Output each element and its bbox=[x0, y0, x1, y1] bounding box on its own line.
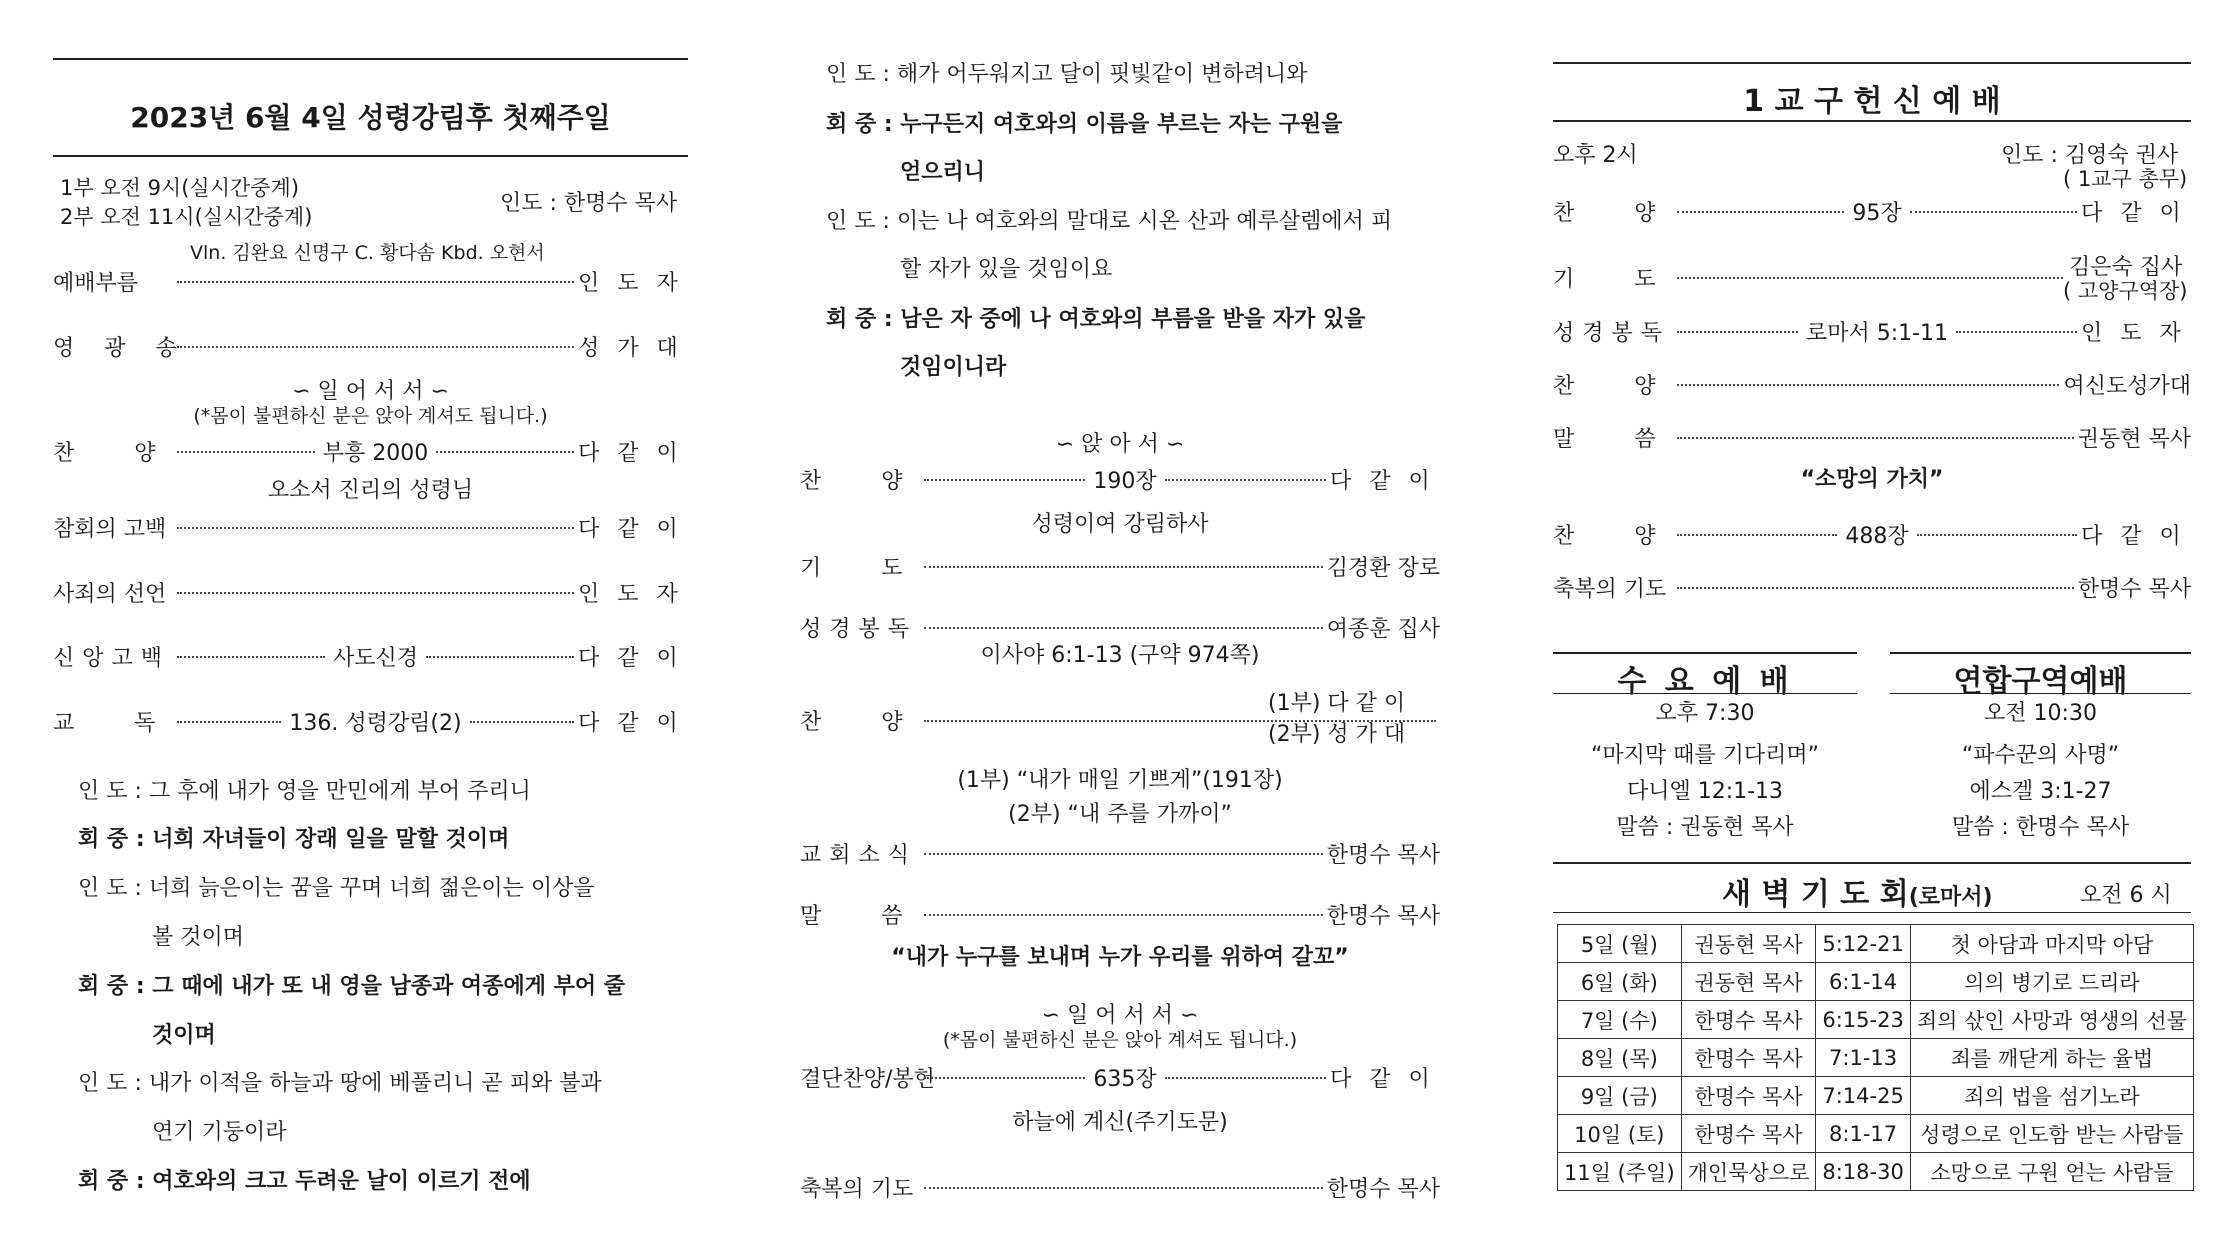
reading-line bbox=[78, 1164, 531, 1195]
speaker: 인 도 : bbox=[826, 62, 890, 87]
order-row-hymn-95 bbox=[1553, 196, 2199, 227]
reading-line bbox=[78, 969, 625, 1000]
choir-who-1: (1부) 다 같 이 bbox=[1268, 691, 1406, 716]
dawn-topic: 죄의 법을 섬기노라 bbox=[1910, 1077, 2193, 1115]
wednesday-sermon: “마지막 때를 기다리며” bbox=[1590, 743, 1820, 768]
order-row-responsive-reading bbox=[53, 706, 696, 737]
reading-line: 연기 기둥이라 bbox=[152, 1120, 287, 1145]
page-title: 2023년 6월 4일 성령강림후 첫째주일 bbox=[130, 101, 611, 134]
reading-line bbox=[826, 107, 1342, 138]
dawn-book: (로마서) bbox=[1908, 885, 1993, 910]
order-who: 인도자 bbox=[2081, 321, 2199, 346]
reading-text: 그 때에 내가 또 내 영을 남종과 여종에게 부어 줄 bbox=[152, 974, 626, 999]
order-row-sermon bbox=[1553, 422, 2191, 453]
order-row-prayer bbox=[800, 551, 1440, 582]
union-service-title: 연합구역예배 bbox=[1953, 664, 2128, 699]
order-row-doxology bbox=[53, 331, 696, 362]
order-who: 권동현 목사 bbox=[2077, 427, 2191, 452]
order-mid: 부흥 2000 bbox=[322, 441, 429, 466]
order-who: 한명수 목사 bbox=[1326, 904, 1440, 929]
stand-instruction: ∽ 일 어 서 서 ∽ bbox=[292, 379, 449, 404]
order-label: 사죄의 선언 bbox=[53, 582, 167, 607]
dedication-time: 오후 2시 bbox=[1553, 143, 1638, 168]
table-row bbox=[1558, 1115, 2194, 1153]
stand-note: (*몸이 불편하신 분은 앉아 계셔도 됩니다.) bbox=[193, 405, 548, 427]
dawn-date: 7일 (수) bbox=[1558, 1001, 1682, 1039]
sermon-title: “소망의 가치” bbox=[1800, 467, 1944, 492]
reading-line bbox=[78, 1066, 602, 1097]
order-label: 신앙고백 bbox=[53, 646, 171, 671]
order-who: 다같이 bbox=[578, 441, 696, 466]
order-who: 인도자 bbox=[578, 582, 696, 607]
wed-title-rule bbox=[1553, 693, 1857, 694]
reading-text: 내가 이적을 하늘과 땅에 베풀리니 곧 피와 불과 bbox=[148, 1071, 602, 1096]
dawn-title-text: 새 벽 기 도 회 bbox=[1722, 877, 1909, 912]
service-time-1: 1부 오전 9시(실시간중계) bbox=[60, 176, 300, 200]
order-label: 찬양 bbox=[800, 710, 963, 735]
order-label: 말씀 bbox=[800, 904, 963, 929]
order-label: 찬양 bbox=[53, 441, 216, 466]
prayer-leader-role: ( 고양구역장) bbox=[2063, 279, 2188, 303]
reading-line bbox=[78, 871, 595, 902]
order-row-absolution bbox=[53, 577, 696, 608]
order-who: 다같이 bbox=[1330, 1067, 1448, 1092]
dawn-preacher: 권동현 목사 bbox=[1681, 925, 1816, 963]
prayer-leader: 김은숙 집사 bbox=[2069, 255, 2183, 280]
order-mid: 95장 bbox=[1852, 201, 1902, 226]
dawn-topic: 죄의 삯인 사망과 영생의 선물 bbox=[1910, 1001, 2193, 1039]
order-mid: 136. 성령강림(2) bbox=[289, 711, 462, 736]
order-label: 찬양 bbox=[800, 469, 963, 494]
speaker: 회 중 : bbox=[826, 112, 893, 137]
wednesday-reference: 다니엘 12:1-13 bbox=[1626, 779, 1784, 804]
order-who: 여신도성가대 bbox=[2063, 374, 2191, 399]
dawn-title-rule bbox=[1553, 912, 2191, 913]
order-label: 찬양 bbox=[1553, 374, 1716, 399]
order-mid: 로마서 5:1-11 bbox=[1805, 321, 1949, 346]
choir-who-2: (2부) 성 가 대 bbox=[1268, 722, 1406, 747]
wed-top-rule bbox=[1553, 652, 1857, 654]
reading-text: 그 후에 내가 영을 만민에게 부어 주리니 bbox=[148, 779, 531, 804]
union-reference: 에스겔 3:1-27 bbox=[1969, 779, 2112, 804]
order-row-hymn bbox=[53, 436, 696, 467]
title-rule bbox=[53, 155, 688, 157]
dawn-preacher: 개인묵상으로 bbox=[1681, 1153, 1816, 1191]
order-row-praise bbox=[1553, 369, 2191, 400]
dawn-passage: 7:1-13 bbox=[1816, 1039, 1910, 1077]
reading-text: 누구든지 여호와의 이름을 부르는 자는 구원을 bbox=[900, 112, 1343, 137]
scripture-reference: 이사야 6:1-13 (구약 974쪽) bbox=[980, 643, 1260, 668]
order-mid: 사도신경 bbox=[333, 646, 419, 671]
order-row-hymn-190 bbox=[800, 464, 1448, 495]
dawn-topic: 의의 병기로 드리라 bbox=[1910, 963, 2193, 1001]
reading-text: 이는 나 여호와의 말대로 시온 산과 예루살렘에서 피 bbox=[896, 209, 1393, 234]
dawn-preacher: 한명수 목사 bbox=[1681, 1039, 1816, 1077]
hymn-title: 성령이여 강림하사 bbox=[1031, 512, 1209, 537]
hymn-title: 오소서 진리의 성령님 bbox=[267, 478, 474, 503]
wednesday-preacher: 말씀 : 권동현 목사 bbox=[1616, 815, 1794, 840]
reading-line: 할 자가 있을 것임이요 bbox=[900, 257, 1113, 282]
dawn-passage: 6:1-14 bbox=[1816, 963, 1910, 1001]
reading-line bbox=[826, 57, 1307, 88]
reading-line: 얻으리니 bbox=[900, 160, 986, 185]
reading-text: 여호와의 크고 두려운 날이 이르기 전에 bbox=[152, 1169, 531, 1194]
reading-text: 남은 자 중에 나 여호와의 부름을 받을 자가 있을 bbox=[900, 307, 1366, 332]
speaker: 회 중 : bbox=[78, 1169, 145, 1194]
reading-text: 너희 자녀들이 장래 일을 말할 것이며 bbox=[152, 827, 510, 852]
union-preacher: 말씀 : 한명수 목사 bbox=[1951, 815, 2130, 840]
order-who: 다같이 bbox=[578, 711, 696, 736]
order-who: 성가대 bbox=[578, 336, 696, 361]
service-leader: 인도 : 한명수 목사 bbox=[500, 191, 678, 216]
dawn-passage: 6:15-23 bbox=[1816, 1001, 1910, 1039]
union-title-rule bbox=[1890, 693, 2191, 694]
reading-line: 것이며 bbox=[152, 1023, 216, 1048]
order-label: 교독 bbox=[53, 711, 216, 736]
dawn-preacher: 권동현 목사 bbox=[1681, 963, 1816, 1001]
reading-line bbox=[78, 774, 531, 805]
order-row-benediction bbox=[1553, 572, 2191, 603]
union-time: 오전 10:30 bbox=[1984, 701, 2097, 726]
dawn-passage: 5:12-21 bbox=[1816, 925, 1910, 963]
table-row bbox=[1558, 1077, 2194, 1115]
dawn-date: 5일 (월) bbox=[1558, 925, 1682, 963]
closing-title: 하늘에 계신(주기도문) bbox=[1012, 1110, 1228, 1135]
choir-song-1: (1부) “내가 매일 기쁘게”(191장) bbox=[957, 768, 1283, 793]
service-time-2: 2부 오전 11시(실시간중계) bbox=[60, 205, 313, 229]
union-top-rule bbox=[1890, 652, 2191, 654]
dawn-date: 9일 (금) bbox=[1558, 1077, 1682, 1115]
order-label: 기도 bbox=[1553, 267, 1716, 292]
dedication-leader: 인도 : 김영숙 권사 bbox=[2001, 143, 2179, 168]
order-label: 성경봉독 bbox=[800, 617, 918, 642]
choir-song-2: (2부) “내 주를 가까이” bbox=[1008, 802, 1232, 827]
table-row bbox=[1558, 963, 2194, 1001]
dawn-date: 10일 (토) bbox=[1558, 1115, 1682, 1153]
order-row-scripture bbox=[1553, 316, 2199, 347]
order-label: 찬양 bbox=[1553, 201, 1716, 226]
order-who: 다같이 bbox=[2081, 524, 2199, 549]
order-label: 축복의 기도 bbox=[1553, 577, 1667, 602]
speaker: 회 중 : bbox=[826, 307, 893, 332]
order-row-prayer bbox=[1553, 262, 2067, 293]
order-label: 예배부름 bbox=[53, 271, 139, 296]
dawn-preacher: 한명수 목사 bbox=[1681, 1001, 1816, 1039]
dawn-topic: 죄를 깨닫게 하는 율법 bbox=[1910, 1039, 2193, 1077]
order-row-call-to-worship bbox=[53, 266, 696, 297]
order-who: 인도자 bbox=[578, 271, 696, 296]
order-who: 다같이 bbox=[1330, 469, 1448, 494]
dawn-topic: 성령으로 인도함 받는 사람들 bbox=[1910, 1115, 2193, 1153]
order-label: 말씀 bbox=[1553, 427, 1716, 452]
speaker: 인 도 : bbox=[826, 209, 890, 234]
order-who: 한명수 목사 bbox=[1326, 1177, 1440, 1202]
order-row-sermon bbox=[800, 899, 1440, 930]
order-row-confession bbox=[53, 512, 696, 543]
dedication-service-title: 1 교 구 헌 신 예 배 bbox=[1743, 84, 2001, 119]
reading-line bbox=[826, 204, 1392, 235]
dawn-top-rule bbox=[1553, 862, 2191, 864]
order-label: 축복의 기도 bbox=[800, 1177, 914, 1202]
order-row-benediction bbox=[800, 1172, 1440, 1203]
top-rule bbox=[1553, 62, 2191, 64]
table-row bbox=[1558, 1039, 2194, 1077]
dawn-passage: 8:1-17 bbox=[1816, 1115, 1910, 1153]
order-mid: 635장 bbox=[1093, 1067, 1157, 1092]
order-label: 기도 bbox=[800, 556, 963, 581]
wednesday-time: 오후 7:30 bbox=[1655, 701, 1755, 726]
order-label: 교회소식 bbox=[800, 843, 918, 868]
speaker: 회 중 : bbox=[78, 827, 145, 852]
speaker: 인 도 : bbox=[78, 779, 142, 804]
dawn-preacher: 한명수 목사 bbox=[1681, 1115, 1816, 1153]
stand-instruction: ∽ 일 어 서 서 ∽ bbox=[1041, 1003, 1199, 1028]
order-row-offering bbox=[800, 1062, 1448, 1093]
dawn-prayer-title bbox=[1722, 869, 1993, 913]
order-who: 다같이 bbox=[2081, 201, 2199, 226]
dawn-date: 6일 (화) bbox=[1558, 963, 1682, 1001]
table-row bbox=[1558, 925, 2194, 963]
dawn-topic: 소망으로 구원 얻는 사람들 bbox=[1910, 1153, 2193, 1191]
dawn-topic: 첫 아담과 마지막 아담 bbox=[1910, 925, 2193, 963]
musicians: Vln. 김완요 신명구 C. 황다솜 Kbd. 오현서 bbox=[190, 242, 545, 264]
order-row-creed bbox=[53, 641, 696, 672]
speaker: 인 도 : bbox=[78, 876, 142, 901]
order-who: 김경환 장로 bbox=[1326, 556, 1440, 581]
wednesday-service-title: 수 요 예 배 bbox=[1617, 664, 1793, 699]
reading-text: 너희 늙은이는 꿈을 꾸며 너희 젊은이는 이상을 bbox=[148, 876, 595, 901]
order-row-announcements bbox=[800, 838, 1440, 869]
title-rule bbox=[1553, 120, 2191, 122]
order-label: 결단찬양/봉헌 bbox=[800, 1067, 935, 1092]
sermon-title: “내가 누구를 보내며 누가 우리를 위하여 갈꼬” bbox=[891, 945, 1349, 970]
reading-line: 것임이니라 bbox=[900, 355, 1007, 380]
dawn-prayer-table bbox=[1557, 924, 2194, 1191]
dawn-passage: 8:18-30 bbox=[1816, 1153, 1910, 1191]
speaker: 회 중 : bbox=[78, 974, 145, 999]
dedication-leader-role: ( 1교구 총무) bbox=[2063, 167, 2188, 191]
table-row bbox=[1558, 1153, 2194, 1191]
order-label: 찬양 bbox=[1553, 524, 1716, 549]
reading-text: 해가 어두워지고 달이 핏빛같이 변하려니와 bbox=[896, 62, 1308, 87]
dawn-passage: 7:14-25 bbox=[1816, 1077, 1910, 1115]
order-who: 한명수 목사 bbox=[2077, 577, 2191, 602]
table-row bbox=[1558, 1001, 2194, 1039]
order-who: 여종훈 집사 bbox=[1326, 617, 1440, 642]
dawn-date: 8일 (목) bbox=[1558, 1039, 1682, 1077]
dawn-date: 11일 (주일) bbox=[1558, 1153, 1682, 1191]
reading-line bbox=[826, 302, 1365, 333]
order-label: 성경봉독 bbox=[1553, 321, 1671, 346]
union-sermon: “파수꾼의 사명” bbox=[1961, 743, 2120, 768]
order-label: 참회의 고백 bbox=[53, 517, 167, 542]
speaker: 인 도 : bbox=[78, 1071, 142, 1096]
order-label: 영광송 bbox=[53, 336, 207, 361]
reading-line: 볼 것이며 bbox=[152, 925, 245, 950]
dawn-prayer-time: 오전 6 시 bbox=[2080, 883, 2172, 908]
reading-line bbox=[78, 822, 509, 853]
order-who: 한명수 목사 bbox=[1326, 843, 1440, 868]
order-row-hymn-488 bbox=[1553, 519, 2199, 550]
stand-note: (*몸이 불편하신 분은 앉아 계셔도 됩니다.) bbox=[942, 1029, 1298, 1051]
order-mid: 488장 bbox=[1845, 524, 1909, 549]
order-who: 다같이 bbox=[578, 646, 696, 671]
order-mid: 190장 bbox=[1093, 469, 1157, 494]
dawn-preacher: 한명수 목사 bbox=[1681, 1077, 1816, 1115]
top-rule bbox=[53, 58, 688, 60]
sit-instruction: ∽ 앉 아 서 ∽ bbox=[1055, 432, 1185, 457]
order-who: 다같이 bbox=[578, 517, 696, 542]
